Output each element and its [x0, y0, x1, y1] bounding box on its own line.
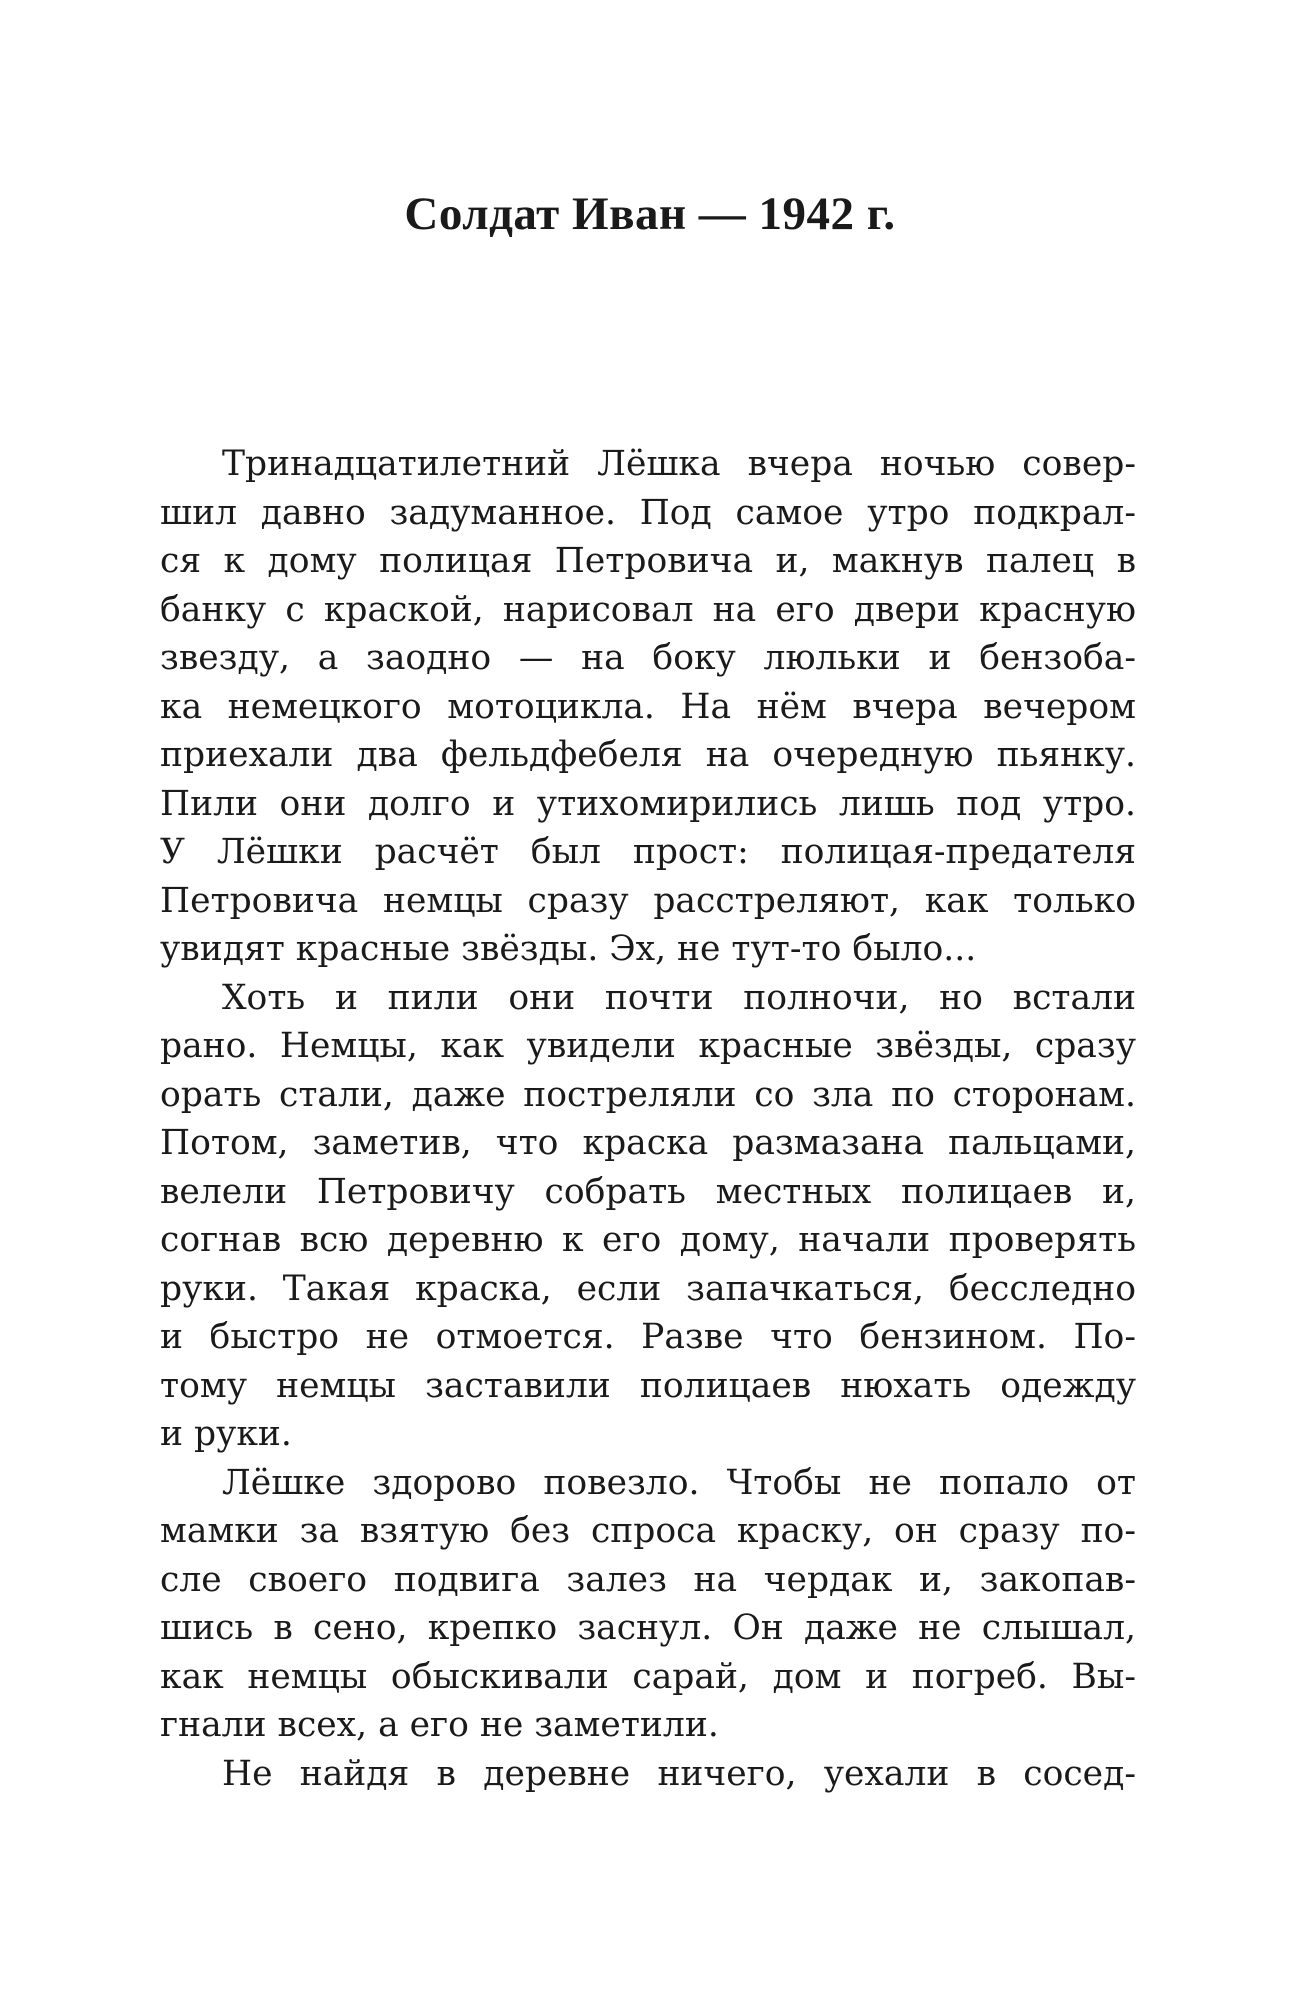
paragraph [160, 974, 1136, 1459]
text-line: рано. Немцы, как увидели красные звёзды, сразу [160, 1026, 1136, 1066]
text-line: орать стали, даже постреляли со зла по сторонам. [160, 1074, 1136, 1115]
text-line: тому немцы заставили полицаев нюхать одежду [160, 1365, 1136, 1406]
text-line: приехали два фельдфебеля на очередную пьянку. [160, 735, 1136, 775]
text-line: мамки за взятую без спроса краску, он сразу по- [160, 1511, 1136, 1551]
text-line: и быстро не отмоется. Разве что бензином. По- [160, 1317, 1136, 1357]
text-line: увидят красные звёзды. Эх, не тут-то было... [160, 929, 977, 969]
paragraph [160, 1459, 1136, 1750]
text-line: банку с краской, нарисовал на его двери красную [160, 589, 1136, 630]
text-line: сле своего подвига залез на чердак и, закопав- [160, 1559, 1136, 1600]
text-line: Лёшке здорово повезло. Чтобы не попало от [222, 1462, 1136, 1503]
text-line: как немцы обыскивали сарай, дом и погреб. Вы- [160, 1656, 1136, 1697]
text-line: Потом, заметив, что краска размазана пальцами, [160, 1123, 1136, 1163]
text-line: шись в сено, крепко заснул. Он даже не слышал, [160, 1608, 1136, 1648]
text-line: У Лёшки расчёт был прост: полицая-предателя [160, 832, 1136, 872]
text-line: Тринадцатилетний Лёшка вчера ночью совер- [222, 444, 1136, 484]
text-line: ка немецкого мотоцикла. На нём вчера вечером [160, 686, 1136, 727]
text-line: велели Петровичу собрать местных полицаев и, [160, 1171, 1136, 1212]
text-line: звезду, а заодно — на боку люльки и бензоба- [160, 638, 1136, 678]
paragraph [160, 440, 1136, 974]
body-text [160, 440, 1136, 1798]
text-line: гнали всех, а его не заметили. [160, 1705, 719, 1745]
chapter-title: Солдат Иван — 1942 г. [404, 188, 896, 240]
text-line: Петровича немцы сразу расстреляют, как только [160, 880, 1136, 921]
text-line: Хоть и пили они почти полночи, но встали [222, 977, 1136, 1018]
text-line: шил давно задуманное. Под самое утро подкрал- [160, 492, 1136, 533]
text-line: и руки. [160, 1414, 292, 1454]
text-line: согнав всю деревню к его дому, начали проверять [160, 1220, 1136, 1260]
text-line: Не найдя в деревне ничего, уехали в сосед- [222, 1753, 1136, 1794]
paragraph [160, 1750, 1136, 1799]
text-line: ся к дому полицая Петровича и, макнув палец в [160, 541, 1136, 581]
text-line: Пили они долго и утихомирились лишь под утро. [160, 783, 1136, 824]
text-line: руки. Такая краска, если запачкаться, бесследно [160, 1268, 1136, 1309]
